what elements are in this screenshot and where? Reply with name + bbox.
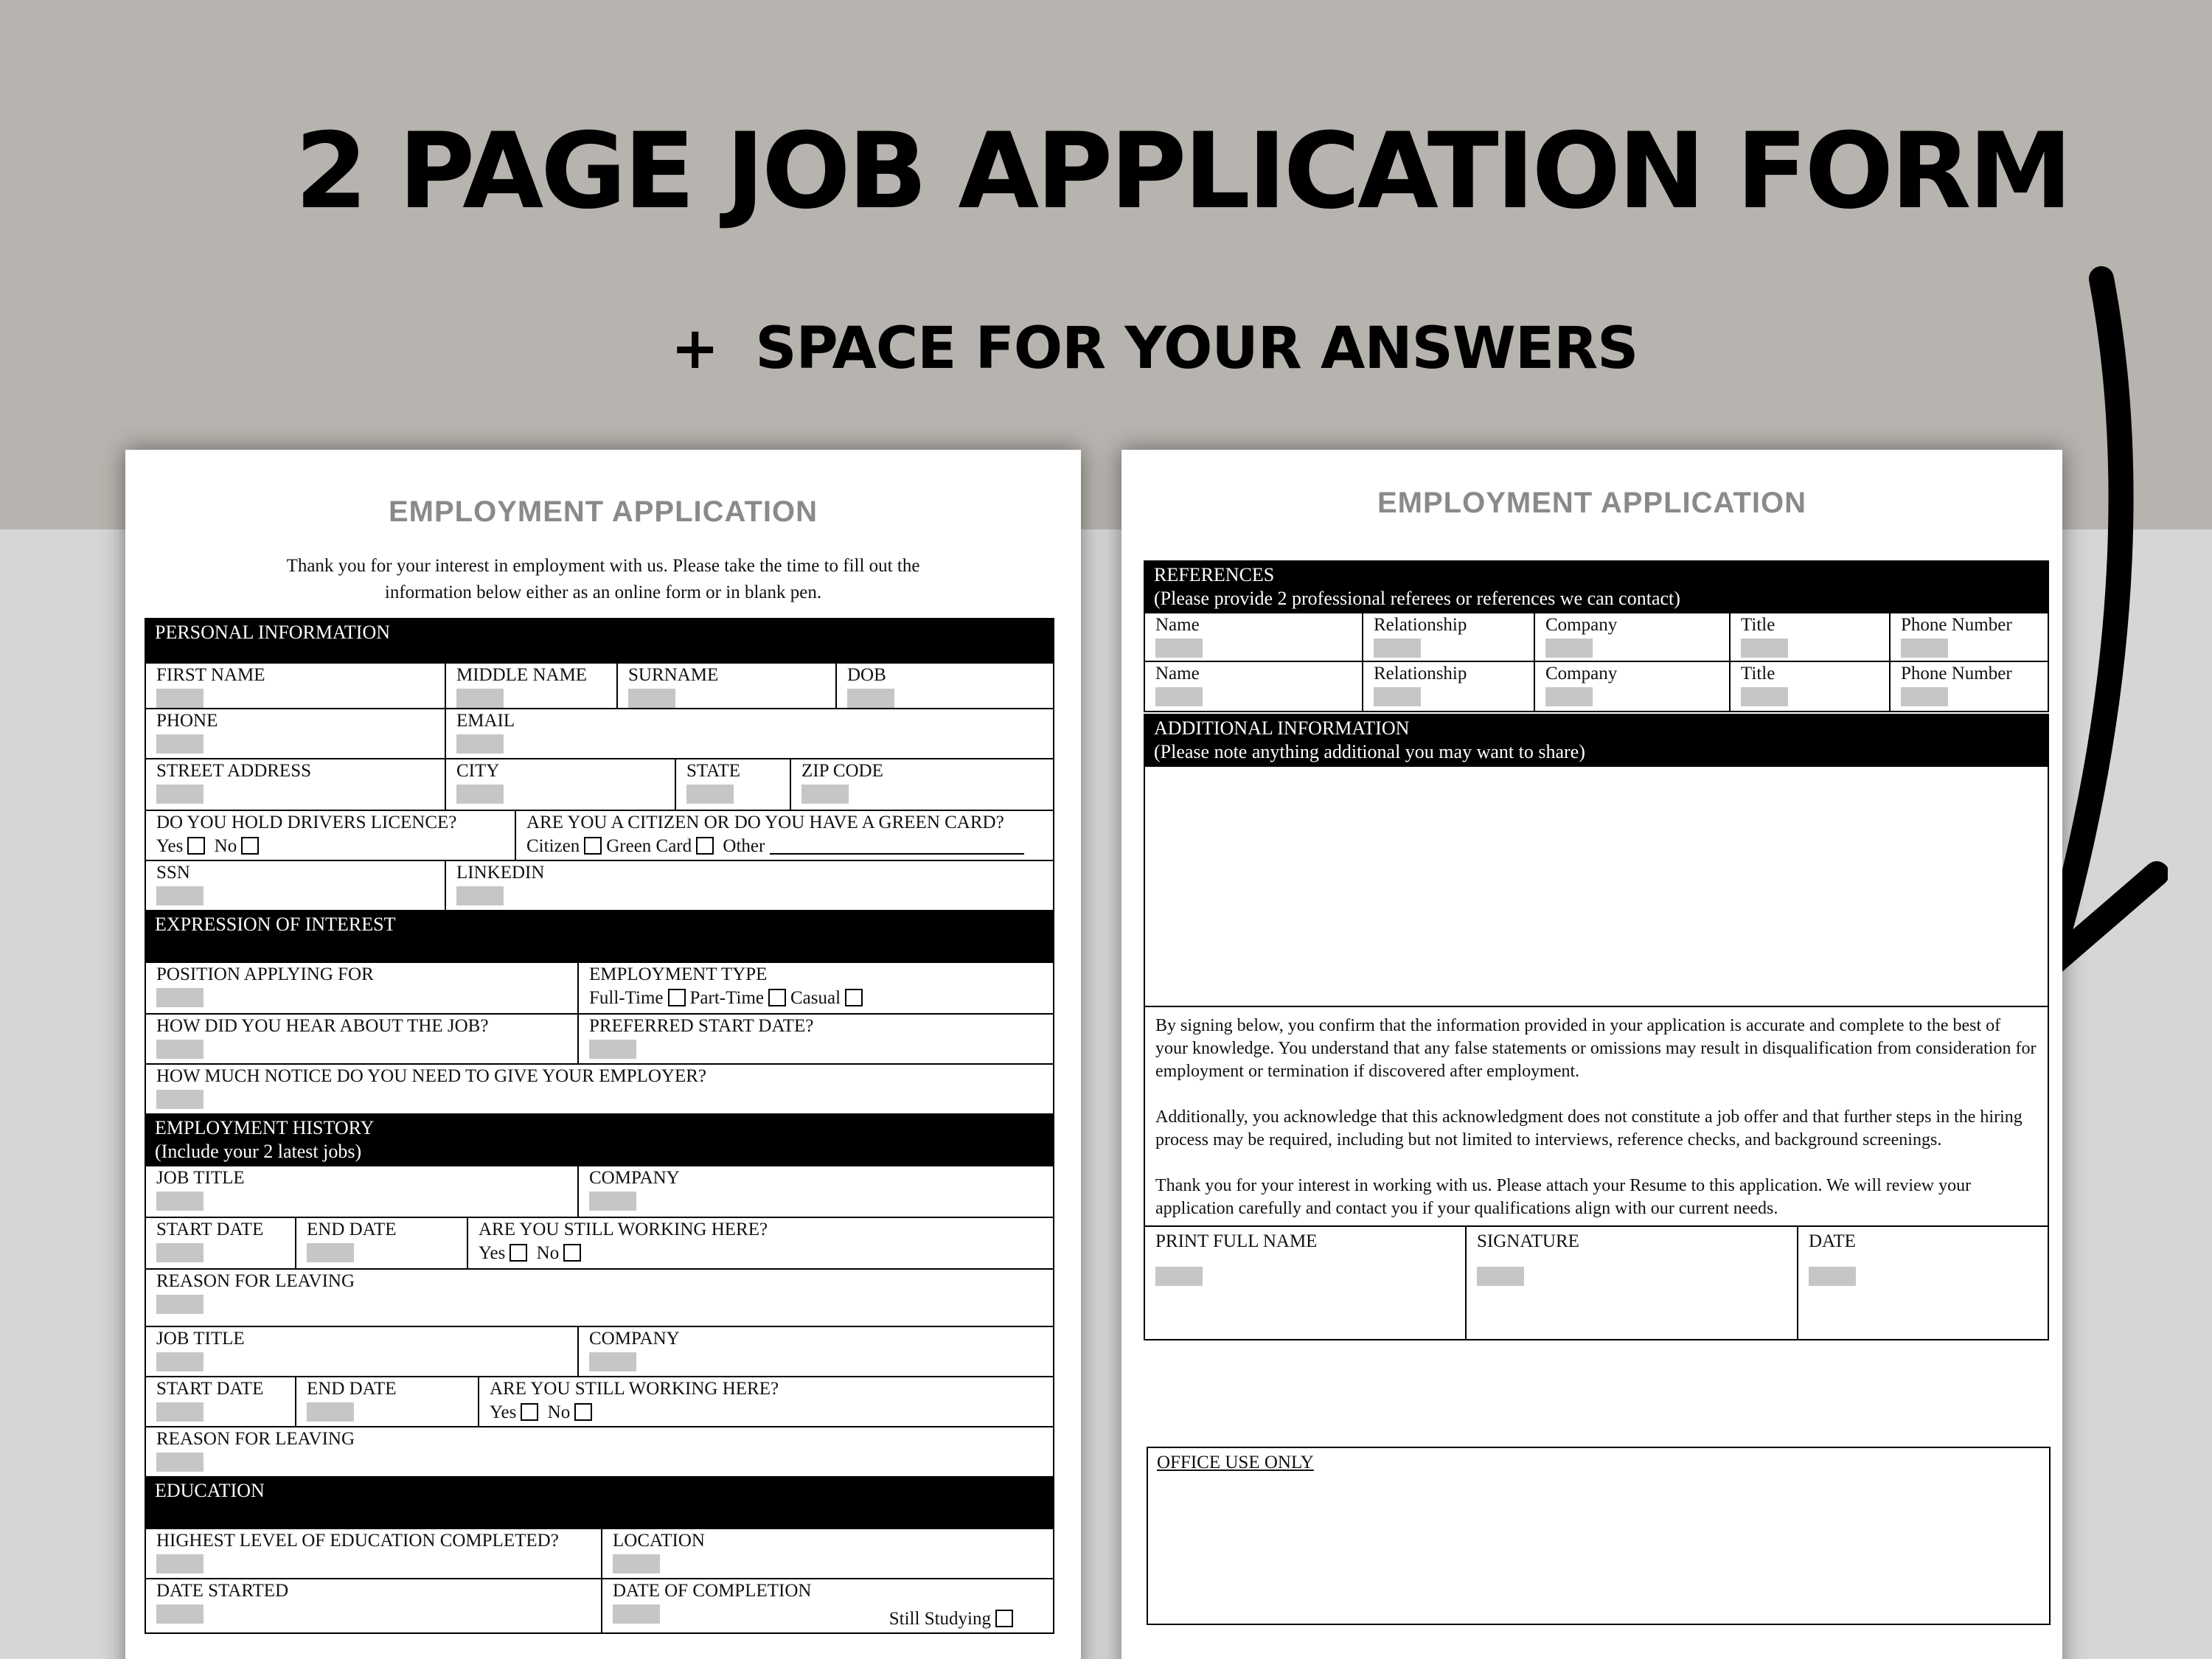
still-yes-checkbox[interactable] [509, 1244, 527, 1262]
option-label: Part-Time [689, 988, 764, 1008]
location-field [601, 1529, 1053, 1578]
linkedin-field [445, 861, 1053, 910]
section-header-text: EDUCATION [155, 1480, 265, 1501]
field-label: ARE YOU STILL WORKING HERE? [490, 1379, 779, 1399]
ref-relationship-input[interactable] [1374, 639, 1421, 658]
option-label: Casual [790, 988, 841, 1008]
still-studying-option [889, 1607, 1018, 1631]
section-header-additional [1144, 714, 2049, 767]
street-input[interactable] [156, 785, 204, 804]
position-row [145, 961, 1054, 1015]
still-no-checkbox[interactable] [563, 1244, 581, 1262]
job2-reason-row [145, 1426, 1054, 1478]
field-label: Phone Number [1901, 615, 2012, 635]
option-label: No [536, 1243, 560, 1263]
name-row [145, 662, 1054, 709]
job-title-field [146, 1327, 577, 1376]
hear-row [145, 1013, 1054, 1065]
start-date-input[interactable] [156, 1243, 204, 1262]
first-name-input[interactable] [156, 689, 204, 708]
highest-education-field [146, 1529, 601, 1578]
office-use-box [1147, 1447, 2051, 1625]
zip-input[interactable] [801, 785, 849, 804]
ref-phone-input[interactable] [1901, 687, 1948, 706]
employment-type-field [577, 963, 1053, 1013]
ref-company-input[interactable] [1545, 639, 1593, 658]
job1-reason-row [145, 1268, 1054, 1327]
option-label: Full-Time [589, 988, 664, 1008]
end-date-field [295, 1218, 467, 1268]
job2-title-row [145, 1326, 1054, 1377]
start-date-field [577, 1015, 1053, 1063]
field-label: START DATE [156, 1220, 264, 1239]
field-label: DATE OF COMPLETION [613, 1581, 812, 1601]
section-header-text: EXPRESSION OF INTEREST [155, 914, 396, 935]
end-date-input[interactable] [307, 1402, 354, 1422]
ref-phone-field [1889, 613, 2048, 661]
section-header-interest [145, 910, 1054, 963]
ssn-field [146, 861, 445, 910]
section-header-text: PERSONAL INFORMATION [155, 622, 391, 643]
field-label: Name [1155, 664, 1200, 684]
still-working-options [490, 1401, 1043, 1425]
state-input[interactable] [686, 785, 734, 804]
job2-dates-row [145, 1376, 1054, 1427]
state-field [675, 759, 790, 810]
field-label: SURNAME [628, 665, 719, 685]
ref-relationship-input[interactable] [1374, 687, 1421, 706]
dob-field [835, 664, 1053, 708]
middle-name-field [445, 664, 616, 708]
field-label: Title [1741, 615, 1775, 635]
field-label: DATE [1809, 1231, 1856, 1251]
citizen-field [515, 811, 1053, 860]
option-label: No [214, 836, 237, 856]
casual-checkbox[interactable] [845, 989, 863, 1006]
education-row [145, 1528, 1054, 1579]
field-label: REASON FOR LEAVING [156, 1429, 355, 1449]
field-label: JOB TITLE [156, 1329, 245, 1349]
field-label: EMPLOYMENT TYPE [589, 964, 768, 984]
reference-row [1144, 612, 2049, 662]
phone-field [146, 709, 445, 758]
date-completion-field [601, 1579, 1053, 1632]
surname-field [616, 664, 835, 708]
start-date-input[interactable] [589, 1040, 636, 1059]
green-card-checkbox[interactable] [696, 837, 714, 855]
declaration-paragraph: Additionally, you acknowledge that this acknowledgment does not constitute a job offer and that further steps in the hiring process may be required, including but not limited to interviews, reference checks, and background screenings. [1155, 1107, 2023, 1150]
still-working-options [479, 1242, 1043, 1265]
section-header-text: EMPLOYMENT HISTORY [155, 1117, 375, 1138]
reason-field [146, 1270, 1053, 1326]
field-label: Title [1741, 664, 1775, 684]
field-label: Company [1545, 664, 1618, 684]
sign-date-field [1797, 1227, 2048, 1339]
field-label: Company [1545, 615, 1618, 635]
field-label: PREFERRED START DATE? [589, 1016, 814, 1036]
linkedin-input[interactable] [456, 886, 504, 905]
surname-input[interactable] [628, 689, 675, 708]
licence-options [156, 835, 504, 858]
start-date-field [146, 1218, 295, 1268]
intro-line: information below either as an online form or in blank pen. [384, 582, 822, 602]
signature-input[interactable] [1477, 1267, 1524, 1286]
licence-citizen-row [145, 810, 1054, 861]
company-field [577, 1166, 1053, 1217]
field-label: FIRST NAME [156, 665, 265, 685]
section-header-text: ADDITIONAL INFORMATION [1154, 717, 1410, 739]
reference-row [1144, 661, 2049, 712]
ref-name-field [1145, 613, 1362, 661]
company-input[interactable] [589, 1352, 636, 1371]
field-label: DOB [847, 665, 886, 685]
job1-dates-row [145, 1217, 1054, 1270]
still-working-field [467, 1218, 1053, 1268]
end-date-input[interactable] [307, 1243, 354, 1262]
position-input[interactable] [156, 988, 204, 1007]
field-label: Relationship [1374, 664, 1467, 684]
banner-title: 2 PAGE JOB APPLICATION FORM [295, 111, 2070, 232]
field-label: ARE YOU STILL WORKING HERE? [479, 1220, 768, 1239]
declaration-box [1144, 1006, 2049, 1227]
ref-name-input[interactable] [1155, 639, 1203, 658]
street-field [146, 759, 445, 810]
signature-row [1144, 1225, 2049, 1340]
reason-input[interactable] [156, 1295, 204, 1314]
ref-title-input[interactable] [1741, 687, 1788, 706]
reason-field [146, 1427, 1053, 1476]
hear-input[interactable] [156, 1040, 204, 1059]
field-label: Name [1155, 615, 1200, 635]
intro-line: Thank you for your interest in employment with us. Please take the time to fill out the [286, 556, 920, 576]
field-label: ARE YOU A CITIZEN OR DO YOU HAVE A GREEN CARD? [526, 813, 1004, 832]
field-label: START DATE [156, 1379, 264, 1399]
email-input[interactable] [456, 734, 504, 754]
field-label: ZIP CODE [801, 761, 883, 781]
start-date-input[interactable] [156, 1402, 204, 1422]
employment-type-options [589, 987, 1043, 1010]
field-label: STREET ADDRESS [156, 761, 311, 781]
part-time-checkbox[interactable] [768, 989, 786, 1006]
city-field [445, 759, 675, 810]
field-label: STATE [686, 761, 740, 781]
notice-row [145, 1063, 1054, 1115]
date-started-input[interactable] [156, 1604, 204, 1624]
field-label: JOB TITLE [156, 1168, 245, 1188]
ref-title-field [1729, 662, 1889, 711]
full-time-checkbox[interactable] [668, 989, 686, 1006]
field-label: MIDDLE NAME [456, 665, 588, 685]
option-label: Other [723, 836, 765, 856]
field-label: Relationship [1374, 615, 1467, 635]
ref-company-field [1534, 613, 1729, 661]
ref-title-input[interactable] [1741, 639, 1788, 658]
subtitle-text: SPACE FOR YOUR ANSWERS [755, 316, 1638, 382]
field-label: REASON FOR LEAVING [156, 1271, 355, 1291]
field-label: COMPANY [589, 1168, 680, 1188]
dob-input[interactable] [847, 689, 894, 708]
section-header-note: (Include your 2 latest jobs) [155, 1141, 362, 1162]
option-label: Still Studying [888, 1609, 991, 1629]
job-title-field [146, 1166, 577, 1217]
ssn-row [145, 860, 1054, 911]
field-label: HIGHEST LEVEL OF EDUCATION COMPLETED? [156, 1531, 559, 1551]
education-dates-row [145, 1578, 1054, 1634]
ref-phone-input[interactable] [1901, 639, 1948, 658]
address-row [145, 758, 1054, 811]
start-date-field [146, 1377, 295, 1426]
location-input[interactable] [613, 1554, 660, 1573]
page-title: EMPLOYMENT APPLICATION [389, 495, 818, 528]
field-label: COMPANY [589, 1329, 680, 1349]
date-completion-input[interactable] [613, 1604, 660, 1624]
banner-subtitle [671, 316, 1638, 382]
option-label: Green Card [606, 836, 692, 856]
option-label: No [547, 1402, 571, 1422]
ref-company-field [1534, 662, 1729, 711]
field-label: HOW MUCH NOTICE DO YOU NEED TO GIVE YOUR EMPLOYER? [156, 1066, 707, 1086]
ref-name-input[interactable] [1155, 687, 1203, 706]
other-input[interactable] [770, 837, 1024, 855]
end-date-field [295, 1377, 478, 1426]
option-label: Citizen [526, 836, 580, 856]
notice-input[interactable] [156, 1090, 204, 1109]
position-field [146, 963, 577, 1013]
print-name-field [1145, 1227, 1465, 1339]
section-header-references [1144, 560, 2049, 613]
field-label: PRINT FULL NAME [1155, 1231, 1318, 1251]
first-name-field [146, 664, 445, 708]
licence-yes-checkbox[interactable] [187, 837, 205, 855]
application-page-1 [125, 450, 1081, 1659]
field-label: POSITION APPLYING FOR [156, 964, 374, 984]
intro-text [236, 553, 970, 606]
licence-field [146, 811, 515, 860]
still-no-checkbox[interactable] [574, 1403, 592, 1421]
hear-field [146, 1015, 577, 1063]
email-field [445, 709, 1053, 758]
city-input[interactable] [456, 785, 504, 804]
field-label: DATE STARTED [156, 1581, 289, 1601]
option-label: Yes [490, 1402, 517, 1422]
signature-field [1465, 1227, 1797, 1339]
reason-input[interactable] [156, 1453, 204, 1472]
date-started-field [146, 1579, 601, 1632]
section-header-education [145, 1476, 1054, 1529]
company-field [577, 1327, 1053, 1376]
citizen-options [526, 835, 1043, 858]
highest-education-input[interactable] [156, 1554, 204, 1573]
field-label: END DATE [307, 1379, 397, 1399]
option-label: Yes [156, 836, 184, 856]
field-label: SSN [156, 863, 190, 883]
application-page-2 [1121, 450, 2062, 1659]
field-label: PHONE [156, 711, 218, 731]
middle-name-input[interactable] [456, 689, 504, 708]
company-input[interactable] [589, 1192, 636, 1211]
field-label: END DATE [307, 1220, 397, 1239]
field-label: HOW DID YOU HEAR ABOUT THE JOB? [156, 1016, 489, 1036]
section-header-text: REFERENCES [1154, 564, 1275, 585]
page-title: EMPLOYMENT APPLICATION [1377, 487, 1806, 519]
job-title-input[interactable] [156, 1352, 204, 1371]
ref-name-field [1145, 662, 1362, 711]
additional-info-textarea[interactable] [1144, 765, 2049, 1007]
field-label: CITY [456, 761, 500, 781]
phone-input[interactable] [156, 734, 204, 754]
contact-row [145, 708, 1054, 759]
print-name-input[interactable] [1155, 1267, 1203, 1286]
field-label: LOCATION [613, 1531, 705, 1551]
still-yes-checkbox[interactable] [521, 1403, 538, 1421]
ssn-input[interactable] [156, 886, 204, 905]
section-header-personal [145, 618, 1054, 664]
field-label: LINKEDIN [456, 863, 545, 883]
ref-relationship-field [1362, 662, 1534, 711]
notice-field [146, 1065, 1053, 1113]
ref-title-field [1729, 613, 1889, 661]
still-studying-checkbox[interactable] [995, 1610, 1013, 1627]
ref-relationship-field [1362, 613, 1534, 661]
sign-date-input[interactable] [1809, 1267, 1856, 1286]
plus-sign: + [671, 316, 719, 382]
licence-no-checkbox[interactable] [241, 837, 259, 855]
declaration-paragraph: Thank you for your interest in working with us. Please attach your Resume to this application. We will review your application carefully and contact you if your qualifications align with our current needs. [1155, 1176, 1972, 1218]
field-label: EMAIL [456, 711, 515, 731]
job-title-input[interactable] [156, 1192, 204, 1211]
still-working-field [478, 1377, 1053, 1426]
field-label: DO YOU HOLD DRIVERS LICENCE? [156, 813, 457, 832]
section-header-note: (Please provide 2 professional referees or references we can contact) [1154, 588, 1680, 609]
office-use-label: OFFICE USE ONLY [1157, 1453, 1314, 1472]
job1-title-row [145, 1165, 1054, 1218]
zip-field [790, 759, 1053, 810]
field-label: SIGNATURE [1477, 1231, 1579, 1251]
ref-phone-field [1889, 662, 2048, 711]
declaration-paragraph: By signing below, you confirm that the information provided in your application is accurate and complete to the best of your knowledge. You understand that any false statements or omissions may result in disqualification from consideration for employment or termination if discovered after employment. [1155, 1016, 2037, 1081]
section-header-history [145, 1113, 1054, 1166]
citizen-checkbox[interactable] [584, 837, 602, 855]
option-label: Yes [479, 1243, 506, 1263]
section-header-note: (Please note anything additional you may want to share) [1154, 741, 1585, 762]
ref-company-input[interactable] [1545, 687, 1593, 706]
field-label: Phone Number [1901, 664, 2012, 684]
